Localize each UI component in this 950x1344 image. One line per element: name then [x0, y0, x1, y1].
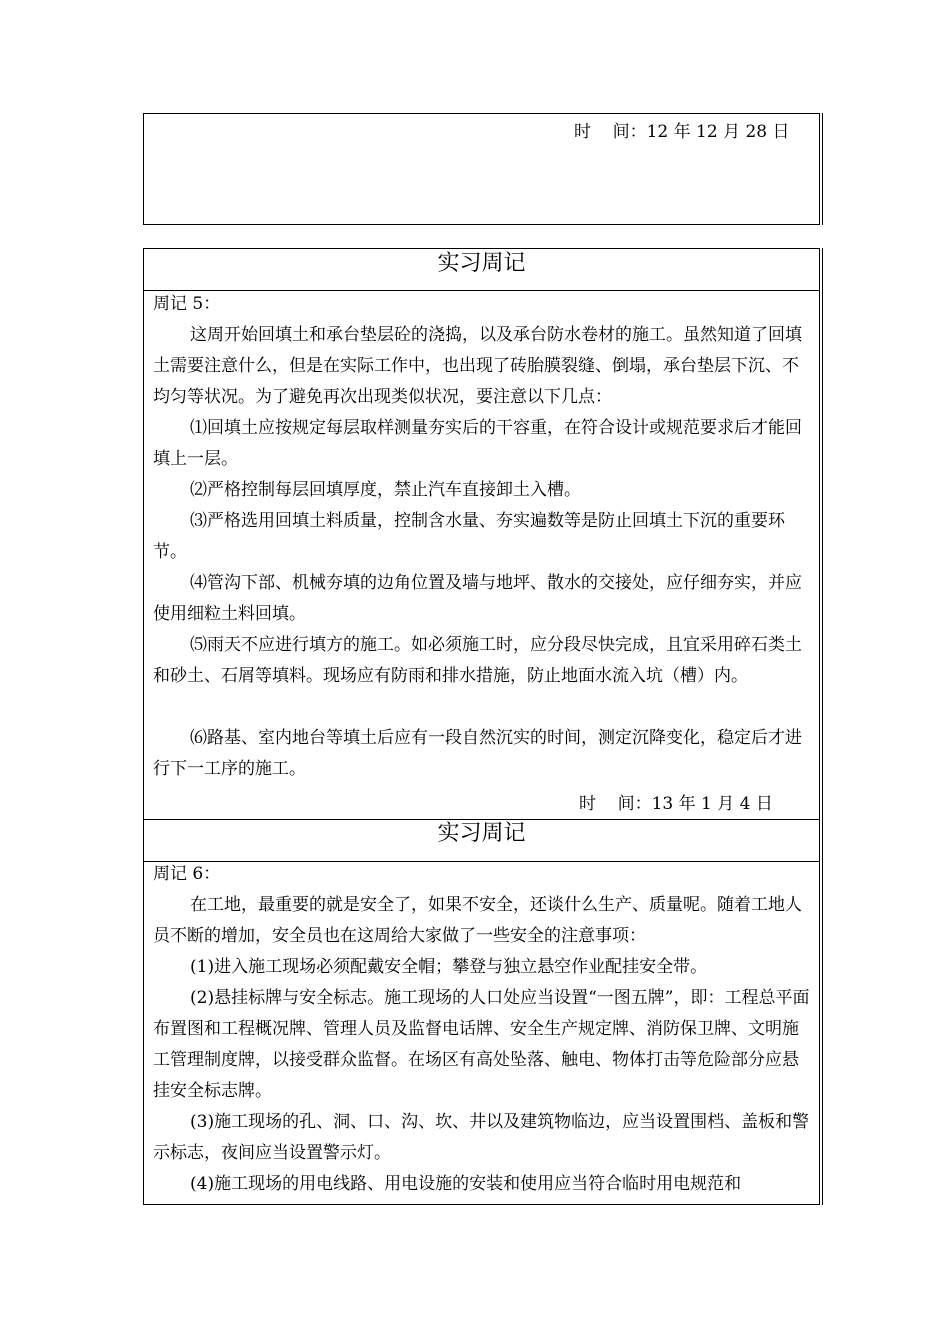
entry5-paragraph-1: 这周开始回填土和承台垫层砼的浇捣，以及承台防水卷材的施工。虽然知道了回填土需要注意什么，但是在实际工作中，也出现了砖胎膜裂缝、倒塌，承台垫层下沉、不均匀等状况。为了避免再次出现类似状况，要注意以下几点： [153, 325, 802, 407]
entry5-label: 周记 5： [153, 294, 221, 314]
entry6-paragraph-1: 在工地，最重要的就是安全了，如果不安全，还谈什么生产、质量呢。随着工地人员不断的增加，安全员也在这周给大家做了一些安全的注意事项： [153, 895, 802, 946]
previous-entry-box [143, 113, 820, 225]
entry5-paragraph-4: ⑶严格选用回填土料质量，控制含水量、夯实遍数等是防止回填土下沉的重要环节。 [153, 511, 785, 562]
entry5-paragraph-3: ⑵严格控制每层回填厚度，禁止汽车直接卸土入槽。 [190, 480, 581, 500]
entry5-paragraph-5: ⑷管沟下部、机械夯填的边角位置及墙与地坪、散水的交接处，应仔细夯实，并应使用细粒土料回填。 [153, 573, 802, 624]
entry5-paragraph-7: ⑹路基、室内地台等填土后应有一段自然沉实的时间，测定沉降变化，稳定后才进行下一工序的施工。 [153, 728, 802, 779]
entry6-heading: 实习周记 [437, 821, 526, 846]
entry5-paragraph-6: ⑸雨天不应进行填方的施工。如必须施工时，应分段尽快完成，且宜采用碎石类土和砂土、石屑等填料。现场应有防雨和排水措施，防止地面水流入坑（槽）内。 [153, 635, 802, 686]
entry6-paragraph-3: (2)悬挂标牌与安全标志。施工现场的人口处应当设置“一图五牌”，即：工程总平面布置图和工程概况牌、管理人员及监督电话牌、安全生产规定牌、消防保卫牌、文明施工管理制度牌，以接受群众监督。在场区有高处坠落、触电、物体打击等危险部分应悬挂安全标志牌。 [153, 988, 810, 1101]
entry6-paragraph-5: (4)施工现场的用电线路、用电设施的安装和使用应当符合临时用电规范和 [190, 1174, 742, 1194]
entry6-label: 周记 6： [153, 864, 221, 884]
entry5-paragraph-2: ⑴回填土应按规定每层取样测量夯实后的干容重，在符合设计或规范要求后才能回填上一层。 [153, 418, 802, 469]
entry5-heading: 实习周记 [437, 251, 526, 276]
journal-table [143, 248, 820, 1205]
entry6-paragraph-4: (3)施工现场的孔、洞、口、沟、坎、井以及建筑物临边，应当设置围档、盖板和警示标志，夜间应当设置警示灯。 [153, 1112, 810, 1163]
entry5-date: 时 间：13 年 1 月 4 日 [579, 794, 773, 814]
previous-entry-date: 时 间：12 年 12 月 28 日 [574, 122, 790, 142]
entry6-paragraph-2: (1)进入施工现场必须配戴安全帽；攀登与独立悬空作业配挂安全带。 [190, 957, 708, 977]
